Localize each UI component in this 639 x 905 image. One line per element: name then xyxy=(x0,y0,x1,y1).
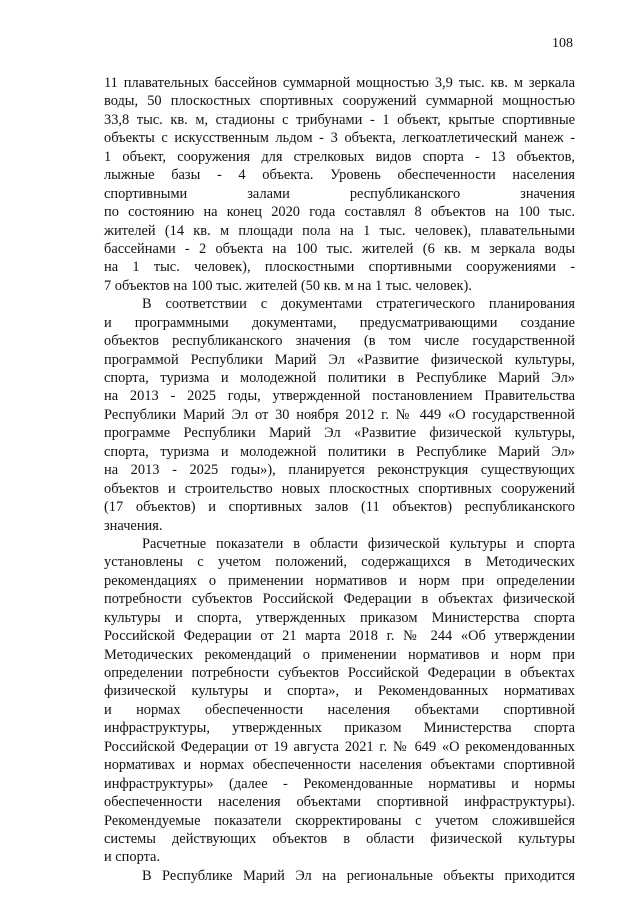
text-line: жителей (14 кв. м площади пола на 1 тыс. человек), плавательными xyxy=(104,222,575,239)
text-line: по состоянию на конец 2020 года составлял 8 объектов на 100 тыс. xyxy=(104,204,575,221)
text-line: В соответствии с документами стратегического планирования xyxy=(142,296,575,313)
text-line: потребности субъектов Российской Федерации в объектах физической xyxy=(104,591,575,608)
text-line: на 2013 - 2025 годы»), планируется реконструкция существующих xyxy=(104,462,575,479)
text-line: Республики Марий Эл от 30 ноября 2012 г. № 449 «О государственной xyxy=(104,406,575,423)
text-line: Расчетные показатели в области физической культуры и спорта xyxy=(142,535,575,552)
text-line: определении потребности субъектов Российской Федерации в объектах xyxy=(104,665,575,681)
text-line: спортивными залами республиканского значения xyxy=(104,185,575,202)
text-line: значения. xyxy=(104,517,163,534)
text-line: 11 плавательных бассейнов суммарной мощностью 3,9 тыс. кв. м зеркала xyxy=(104,75,575,91)
text-line: (17 объектов) и спортивных залов (11 объектов) республиканского xyxy=(104,499,575,516)
text-line: объекты с искусственным льдом - 3 объекта, легкоатлетический манеж - xyxy=(104,130,575,147)
text-line: спорта, туризма и молодежной политики в Республике Марий Эл» xyxy=(104,443,575,460)
text-line: обеспеченности населения объектами спортивной инфраструктуры). xyxy=(104,794,575,811)
text-line: 1 объект, сооружения для стрелковых видов спорта - 13 объектов, xyxy=(104,148,575,165)
page-number: 108 xyxy=(552,36,573,51)
paragraph xyxy=(104,535,575,867)
text-line: Российской Федерации от 21 марта 2018 г. № 244 «Об утверждении xyxy=(104,628,575,645)
text-line: бассейнами - 2 объекта на 100 тыс. жителей (6 кв. м зеркала воды xyxy=(104,240,575,257)
paragraph xyxy=(104,295,575,535)
text-line: системы действующих объектов в области физической культуры xyxy=(104,830,575,847)
paragraph xyxy=(104,867,575,885)
text-line: программой Республики Марий Эл «Развитие физической культуры, xyxy=(104,351,575,368)
text-line: объектов и строительство новых плоскостных спортивных сооружений xyxy=(104,480,575,497)
text-line: рекомендациях о применении нормативов и норм при определении xyxy=(104,572,575,589)
text-line: и программными документами, предусматривающими создание xyxy=(104,314,575,331)
text-line: Рекомендуемые показатели скорректированы с учетом сложившейся xyxy=(104,812,575,829)
text-line: на 1 тыс. человек), плоскостными спортивными сооружениями - xyxy=(104,259,575,276)
text-line: инфраструктуры» (далее - Рекомендованные нормативы и нормы xyxy=(104,775,575,792)
text-line: и спорта. xyxy=(104,849,161,866)
body-text xyxy=(104,74,575,885)
text-line: программе Республики Марий Эл «Развитие физической культуры, xyxy=(104,425,575,442)
text-line: установлены с учетом положений, содержащихся в Методических xyxy=(104,554,575,571)
text-line: объектов республиканского значения (в том числе государственной xyxy=(104,333,575,350)
text-line: физической культуры и спорта», и Рекомендованных нормативах xyxy=(104,683,575,700)
text-line: и нормах обеспеченности населения объектами спортивной xyxy=(104,701,575,718)
text-line: 7 объектов на 100 тыс. жителей (50 кв. м на 1 тыс. человек). xyxy=(104,277,472,294)
text-line: культуры и спорта, утвержденных приказом Министерства спорта xyxy=(104,609,575,626)
text-line: 33,8 тыс. кв. м, стадионы с трибунами - 1 объект, крытые спортивные xyxy=(104,111,575,128)
paragraph xyxy=(104,74,575,295)
text-line: инфраструктуры, утвержденных приказом Министерства спорта xyxy=(104,720,575,737)
text-line: нормативах и нормах обеспеченности населения объектами спортивной xyxy=(104,757,575,774)
text-line: В Республике Марий Эл на региональные объекты приходится xyxy=(142,867,575,884)
text-line: лыжные базы - 4 объекта. Уровень обеспеченности населения xyxy=(104,167,575,184)
text-line: Методических рекомендаций о применении нормативов и норм при xyxy=(104,646,575,663)
text-line: Российской Федерации от 19 августа 2021 г. № 649 «О рекомендованных xyxy=(104,738,575,755)
text-line: воды, 50 плоскостных спортивных сооружений суммарной мощностью xyxy=(104,93,575,110)
text-line: на 2013 - 2025 годы, утвержденной постановлением Правительства xyxy=(104,388,575,405)
text-line: спорта, туризма и молодежной политики в Республике Марий Эл» xyxy=(104,370,575,386)
